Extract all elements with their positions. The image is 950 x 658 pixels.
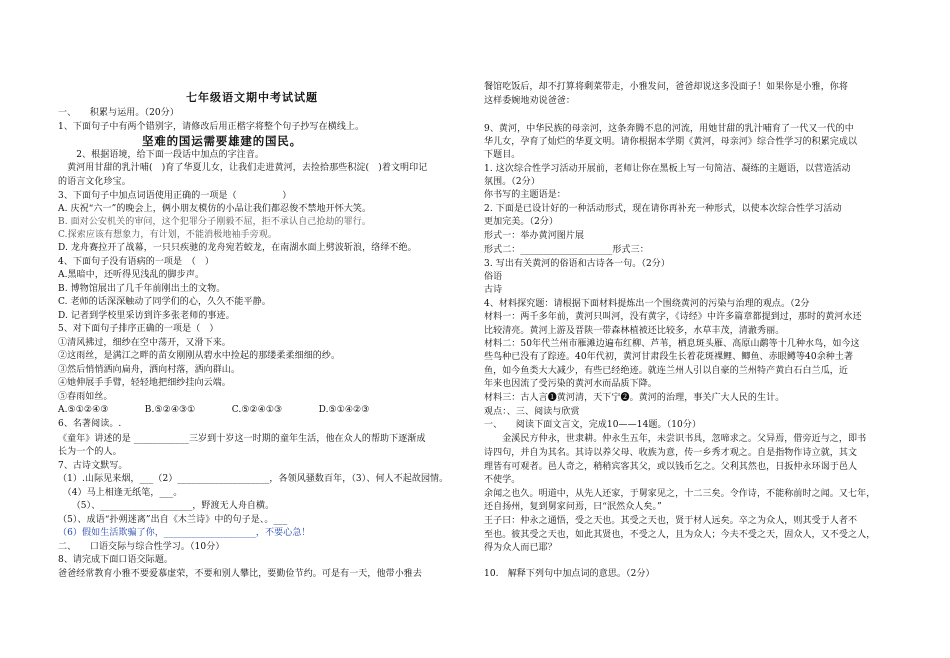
question-7-blank-6: （6）假如生活欺骗了你，____________________，不要心急！ [58, 528, 311, 538]
question-5-item-4: ④她伸展手手臂，轻轻地把细纱挂向云端。 [58, 378, 231, 388]
passage-line-1: 金溪民方仲永，世隶耕。仲永生五年，未尝识书具，忽啼求之。父异焉，借旁近与之，即书 [484, 434, 867, 444]
question-2-passage: 黄河用甘甜的乳汁哺( )育了华夏儿女，让我们走进黄河，去捡拾那些积淀( )着文明印记 [58, 163, 428, 173]
question-7-blank-4: （4）马上相逢无纸笔，___。 [58, 488, 183, 498]
material-two-cont-3: 年来也因流了受污染的黄河水而品质下降。 [484, 379, 657, 389]
question-3-option-b: B. 面对公安机关的审问，这个犯罪分子刚毅不屈，拒不承认自己抢劫的罪行。 [58, 217, 371, 227]
question-9-4: 4、材料探究题：请根据下面材料提炼出一个围绕黄河的污染与治理的观点。（2分 [484, 299, 810, 309]
question-5-item-3: ③然后悄悄洒向扁舟，洒向村落，洒向群山。 [58, 365, 241, 375]
question-3-option-c: C.探索应该有想象力，有计划，不能消极地袖手旁观。 [58, 230, 277, 240]
question-3: 3、下面句子中加点词语使用正确的一项是（ ） [58, 191, 292, 201]
question-9-cont: 华儿女，孕育了灿烂的华夏文明。请你根据本学期《黄河，母亲河》综合性学习的积累完成以 [484, 137, 858, 147]
material-two-cont: 些鸟种已没有了踪迹。40年代初，黄河甘肃段生长着花斑裸鲤、鲫鱼、赤眼鳟等40余种土著 [484, 352, 854, 362]
question-9-2-cont: 更加完美。（2分） [484, 217, 559, 227]
question-9-1-answer: 你书写的主题语是： [484, 190, 566, 200]
proverb-label: 俗语 [484, 272, 503, 282]
question-4-option-b: B. 博物馆展出了几千年前刚出土的文物。 [58, 284, 226, 294]
question-2-passage-cont: 的语言文化珍宝。 [58, 177, 131, 187]
material-two: 材料二：50年代兰州市雁滩边遍布红柳、芦苇，栖息斑头雁、高原山鹬等十几种水鸟，如今这 [484, 339, 860, 349]
question-7: 7、古诗文默写。 [58, 461, 128, 471]
question-7-blank-5: （5）、____________________，野渡无人舟自横。 [58, 501, 275, 511]
question-5-item-5: ⑤春雨如丝。 [58, 392, 113, 402]
question-6: 6、名著阅读。. [58, 419, 122, 429]
question-6-text-cont: 长为一个的人。 [58, 447, 122, 457]
question-9-3: 3. 写出有关黄河的俗语和古诗各一句。（2分） [484, 259, 670, 269]
question-5-item-2: ②这雨丝，是满江之畔的苗女刚刚从碧水中捡起的那缕柔柔细细的纱。 [58, 351, 341, 361]
section-2-heading: 二、 口语交际与综合性学习。（10分） [58, 542, 225, 552]
question-9-1: 1. 这次综合性学习活动开展前，老师让你在黑板上写一句简洁、凝练的主题语，以营造活动 [484, 164, 851, 174]
question-4-option-c: C. 老师的话深深触动了同学们的心，久久不能平静。 [58, 297, 271, 307]
passage-line-2: 诗四句，并自为其名。其诗以养父母、收族为意，传一乡秀才观之。自是指物作诗立就，其文 [484, 448, 858, 458]
form-two-three: 形式二：____________________形式三： [484, 245, 649, 255]
material-one: 材料一：两千多年前，黄河只叫河，没有黄字，《诗经》中许多篇章都提到过，那时的黄河水还 [484, 312, 862, 322]
question-5-choices: A.⑤①②④③ B.⑤②④③① C.⑤②④①③ D.⑤①④②③ [58, 405, 370, 415]
question-6-text: 《童年》讲述的是 ____________三岁到十岁这一时期的童年生活，他在众人的帮助下逐渐成 [58, 434, 426, 444]
question-10: 10. 解释下列句中加点词的意思。（2分） [484, 569, 655, 579]
question-9-1-cont: 氛围。（2分） [484, 177, 540, 187]
question-4-option-d: D. 记者到学校里采访到许多张老师的事迹。 [58, 311, 235, 321]
question-3-option-a: A. 庆祝“六一”的晚会上，俩小朋友模仿的小品让我们都忍俊不禁地开怀大笑。 [58, 204, 372, 214]
poem-label: 古诗 [484, 285, 503, 295]
question-9: 9、黄河，中华民族的母亲河，这条奔腾不息的河流，用她甘甜的乳汁哺育了一代又一代的中 [484, 124, 854, 134]
passage-line-3: 理皆有可观者。邑人奇之，稍稍宾客其父，或以钱币乞之。父利其然也，日扳仲永环谒于邑人 [484, 462, 858, 472]
question-1: 1、下面句子中有两个错别字，请修改后用正楷字将整个句子抄写在横线上。 [58, 122, 365, 132]
question-1-sentence: 坚难的国运需要雄建的国民。 [142, 134, 302, 148]
exam-title: 七年级语文期中考试试题 [186, 91, 318, 104]
material-three: 材料三：古人言❶黄河清，天下宁❷。黄河的治理，事关广大人民的生计。 [484, 393, 785, 403]
question-7-blank-1: （1）.山际见来烟，___（2）____________________，各领风骚数百年，（3）、何人不起故园情。 [58, 474, 449, 484]
material-two-cont-2: 鱼，如今鱼类大大减少，有些已经绝迹。就连兰州人引以自豪的兰州特产黄白石白兰瓜，近 [484, 366, 849, 376]
passage-line-8: 至也。彼其受之天也，如此其贤也，不受之人，且为众人；今夫不受之天，固众人，又不受之人， [484, 530, 876, 540]
question-3-option-d: D. 龙舟赛拉开了战幕，一只只疾驰的龙舟宛若蛟龙，在南湖水面上劈波斩浪，络绎不绝。 [58, 243, 417, 253]
question-8-text: 爸爸经常教育小雅不要爱慕虚荣，不要和别人攀比，要勤俭节约。可是有一天，他带小雅去 [58, 569, 423, 579]
question-9-2: 2. 下面是已设计好的一种活动形式，现在请你再补充一种形式，以使本次综合性学习活动 [484, 204, 842, 214]
question-5-item-1: ①清风拂过，细纱在空中荡开，又滑下来。 [58, 338, 231, 348]
passage-line-9: 得为众人而已耶？ [484, 543, 557, 553]
question-5: 5、对下面句子排序正确的一项是（ ） [58, 324, 219, 334]
passage-line-4: 不使学。 [484, 475, 521, 485]
passage-line-6: 还自扬州，复到舅家问焉，曰“泯然众人矣。” [484, 502, 662, 512]
question-8: 8、请完成下面口语交际题。 [58, 555, 174, 565]
passage-line-5: 余闻之也久。明道中，从先人还家，于舅家见之，十二三矣。令作诗，不能称前时之闻。又七年， [484, 489, 876, 499]
question-4-option-a: A.黑暗中，还听得见浅乱的脚步声。 [58, 270, 205, 280]
material-one-cont: 比较清亮。黄河上游及晋陕一带森林植被还比较多，水草丰茂，清澈秀丽。 [484, 326, 785, 336]
question-2: 2、根据语境，给下面一段话中加点的字注音。 [58, 150, 265, 160]
question-9-cont-2: 下题目。 [484, 150, 521, 160]
passage-line-7: 王子曰：仲永之通悟，受之天也。其受之天也，贤于材人远矣。卒之为众人，则其受于人者不 [484, 516, 858, 526]
question-4: 4、下面句子没有语病的一项是 （ ） [58, 257, 215, 267]
question-8-text-cont: 餐馆吃饭后，却不打算将剩菜带走，小雅发问，爸爸却说这多没面子！如果你是小雅，你将 [484, 82, 849, 92]
question-8-prompt: 这样委婉地劝说爸爸： [484, 96, 576, 106]
viewpoint-and-section-3: 观点：、三、阅读与欣赏 [484, 407, 580, 417]
section-1-heading: 一、 积累与运用。（20分） [58, 108, 179, 118]
form-one: 形式一：举办黄河图片展 [484, 231, 585, 241]
classical-reading-heading: 一、 阅读下面文言文，完成10——14题。（10分） [484, 420, 702, 430]
question-7-blank-5b: （5）、成语“扑朔迷离”出自《木兰诗》中的句子是、。___ [58, 515, 288, 525]
